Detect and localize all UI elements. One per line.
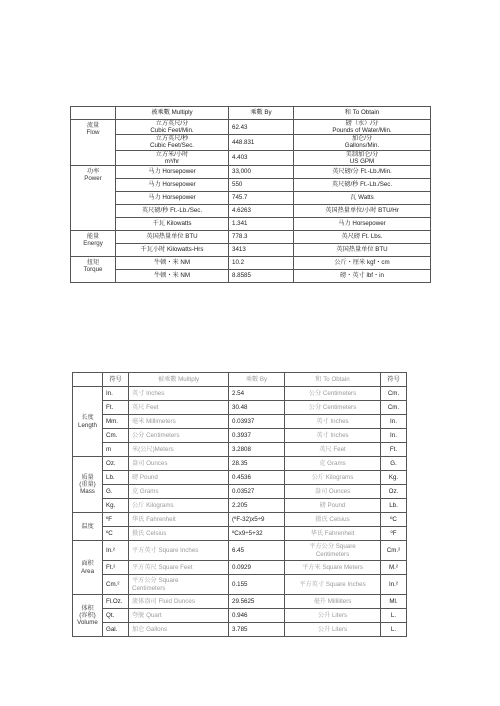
table-row (73, 499, 407, 513)
by-cell: 448.831 (229, 135, 294, 150)
obtain-cell-line: 美制加仑/分 (345, 150, 379, 158)
obtain-cell-line: US GPM (349, 157, 375, 165)
multiply-cell-line: Cubic Feet/Min. (150, 127, 194, 135)
header-cell: 乘數 By (229, 107, 294, 120)
header-cell: 符号 (103, 373, 129, 387)
header-cell: 被乘數 Multiply (116, 107, 229, 120)
multiply-cell: 华氏 Fahrenheit (129, 513, 229, 527)
table-row (73, 471, 407, 485)
table-row (71, 120, 431, 135)
obtain-cell-line: Gallons/Min. (344, 142, 380, 150)
category-cell (73, 387, 103, 457)
symbol-cell: G. (103, 485, 129, 499)
obtain-cell: 公升 Liters (285, 623, 381, 637)
by-cell: 28.35 (229, 457, 285, 471)
multiply-cell (116, 150, 229, 165)
multiply-cell: 毫米 Millimeters (129, 415, 229, 429)
multiply-cell: 千瓦小时 Kilowatts-Hrs (116, 243, 229, 256)
obtain-cell: 马力 Horsepower (294, 217, 431, 230)
obtain-cell: 克 Grams (285, 457, 381, 471)
symbol-cell: In.² (103, 541, 129, 561)
by-cell: 33,000 (229, 165, 294, 178)
obtain-cell (294, 150, 431, 165)
category-cell-line: 温度 (81, 522, 94, 530)
result-symbol-cell: In. (381, 429, 407, 443)
obtain-cell: 公斤・厘米 kgf・cm (294, 256, 431, 269)
by-cell: 778.3 (229, 230, 294, 243)
category-cell-line: Flow (86, 129, 100, 137)
by-cell: 2.205 (229, 499, 285, 513)
table-row (71, 178, 431, 191)
multiply-cell: 公斤 Kilograms (129, 499, 229, 513)
by-cell: 2.54 (229, 387, 285, 401)
result-symbol-cell: Oz. (381, 485, 407, 499)
category-cell-line: 质量 (81, 473, 94, 481)
result-symbol-cell: G. (381, 457, 407, 471)
obtain-cell: 英寸 Inches (285, 429, 381, 443)
symbol-cell: In. (103, 387, 129, 401)
header-cell: 被乘數 Multiply (129, 373, 229, 387)
by-cell: 29.5625 (229, 595, 285, 609)
obtain-cell: 公分 Centimeters (285, 401, 381, 415)
category-cell-line: 体积 (81, 604, 94, 612)
multiply-cell: 盎司 Ounces (129, 457, 229, 471)
table-row (71, 230, 431, 243)
multiply-cell-line: 立方英尺/分 (155, 120, 189, 127)
result-symbol-cell: M.² (381, 561, 407, 575)
result-symbol-cell: Cm.² (381, 541, 407, 561)
by-cell: 1.341 (229, 217, 294, 230)
symbol-cell: ºC (103, 527, 129, 541)
table-row (71, 135, 431, 150)
category-cell-line: (重量) (79, 480, 96, 488)
obtain-cell-line: Pounds of Water/Min. (332, 127, 392, 135)
obtain-cell: 摄氏 Celsius (285, 513, 381, 527)
category-cell (73, 513, 103, 541)
header-cell: 和 To Obtain (294, 107, 431, 120)
multiply-cell: 牛顿・米 NM (116, 256, 229, 269)
category-cell-line: Torque (83, 265, 103, 273)
symbol-cell: Qt. (103, 609, 129, 623)
symbol-cell: Ft. (103, 401, 129, 415)
category-cell-line: 面积 (81, 560, 94, 568)
table-row (73, 527, 407, 541)
symbol-cell: Gal. (103, 623, 129, 637)
table-row (71, 217, 431, 230)
obtain-cell (285, 541, 381, 561)
table-header-row (73, 373, 407, 387)
obtain-cell-line: 加仑/分 (351, 135, 373, 143)
table-row (73, 609, 407, 623)
result-symbol-cell: Ft. (381, 443, 407, 457)
category-cell-line: Length (78, 421, 97, 429)
multiply-cell: 磅 Pound (129, 471, 229, 485)
category-cell-line: 流量 (86, 122, 100, 129)
category-cell (71, 165, 116, 230)
by-cell: 4.6263 (229, 204, 294, 217)
table-header-row (71, 107, 431, 120)
obtain-cell: 英国热量单位/小时 BTU/Hr (294, 204, 431, 217)
multiply-cell-line: 平方公分 Square (132, 577, 179, 585)
conversion-table-flow-power-energy-torque (70, 106, 431, 283)
by-cell: 6.45 (229, 541, 285, 561)
multiply-cell (129, 575, 229, 595)
table-row (71, 256, 431, 269)
obtain-cell: 英尺磅 Ft. Lbs. (294, 230, 431, 243)
multiply-cell: 英尺磅/秒 Ft.-Lb./Sec. (116, 204, 229, 217)
by-cell: ºCx9÷5+32 (229, 527, 285, 541)
obtain-cell: 磅 Pound (285, 499, 381, 513)
table-row (73, 513, 407, 527)
table-row (71, 243, 431, 256)
result-symbol-cell: In. (381, 415, 407, 429)
obtain-cell-line: Centimeters (315, 550, 350, 558)
table-row (73, 415, 407, 429)
multiply-cell: 平方英尺 Square Feet (129, 561, 229, 575)
symbol-cell: Fl.Oz. (103, 595, 129, 609)
table-row (73, 429, 407, 443)
multiply-cell-line: m³/hr (164, 157, 180, 165)
obtain-cell: 磅・英寸 lbf・in (294, 269, 431, 282)
obtain-cell (294, 135, 431, 150)
table-row (73, 541, 407, 561)
by-cell: 0.155 (229, 575, 285, 595)
obtain-cell: 公斤 Kilograms (285, 471, 381, 485)
obtain-cell: 华氏 Fahrenheit (285, 527, 381, 541)
table-row (71, 191, 431, 204)
multiply-cell: 马力 Horsepower (116, 191, 229, 204)
multiply-cell: 公分 Centimeters (129, 429, 229, 443)
category-cell (71, 256, 116, 282)
result-symbol-cell: L. (381, 609, 407, 623)
multiply-cell: 夸脱 Quart (129, 609, 229, 623)
table-row (73, 443, 407, 457)
table-row (73, 575, 407, 595)
by-cell: 0.4536 (229, 471, 285, 485)
multiply-cell: 马力 Horsepower (116, 165, 229, 178)
by-cell: 30.48 (229, 401, 285, 415)
category-cell-line: Mass (80, 488, 95, 496)
header-cell: 和 To Obtain (285, 373, 381, 387)
multiply-cell: 米(公尺)Meters (129, 443, 229, 457)
result-symbol-cell: Kg. (381, 471, 407, 485)
table-row (71, 150, 431, 165)
symbol-cell: Cm. (103, 429, 129, 443)
header-cell: 乘數 By (229, 373, 285, 387)
by-cell: 0.3937 (229, 429, 285, 443)
table-row (73, 485, 407, 499)
by-cell: 0.946 (229, 609, 285, 623)
category-cell-line: 能量 (86, 232, 100, 240)
obtain-cell: 英尺磅/分 Ft.-Lb./Min. (294, 165, 431, 178)
table-row (71, 165, 431, 178)
result-symbol-cell: In.² (381, 575, 407, 595)
obtain-cell: 公升 Liters (285, 609, 381, 623)
category-cell-line: Energy (83, 239, 103, 247)
multiply-cell: 英国热量单位 BTU (116, 230, 229, 243)
by-cell: (ºF-32)x5÷9 (229, 513, 285, 527)
multiply-cell: 流体盎司 Fluid Ounces (129, 595, 229, 609)
result-symbol-cell: Lb. (381, 499, 407, 513)
obtain-cell: 瓦 Watts (294, 191, 431, 204)
by-cell: 3.2808 (229, 443, 285, 457)
result-symbol-cell: ºF (381, 527, 407, 541)
symbol-cell: m (103, 443, 129, 457)
symbol-cell: Kg. (103, 499, 129, 513)
multiply-cell-line: 立方英尺/秒 (155, 135, 189, 143)
obtain-cell (294, 120, 431, 135)
table-row (71, 204, 431, 217)
symbol-cell: Oz. (103, 457, 129, 471)
category-cell-line: (容积) (79, 611, 96, 619)
symbol-cell: Ft.² (103, 561, 129, 575)
header-cell: 符号 (381, 373, 407, 387)
category-cell-line: Power (84, 174, 102, 182)
category-cell (71, 120, 116, 166)
by-cell: 0.03527 (229, 485, 285, 499)
obtain-cell: 英尺 Feet (285, 443, 381, 457)
multiply-cell (116, 135, 229, 150)
category-cell-line: Area (80, 567, 95, 575)
category-cell-line: 功率 (86, 167, 100, 175)
symbol-cell: ºF (103, 513, 129, 527)
category-cell-line: 长度 (81, 414, 94, 422)
table-row (73, 401, 407, 415)
result-symbol-cell: ºC (381, 513, 407, 527)
by-cell: 3.785 (229, 623, 285, 637)
multiply-cell: 加仑 Gallons (129, 623, 229, 637)
by-cell: 0.0929 (229, 561, 285, 575)
conversion-table-length-mass-temperature-area-volume (72, 372, 407, 637)
header-cell (73, 373, 103, 387)
table-row (73, 623, 407, 637)
multiply-cell: 英尺 Feet (129, 401, 229, 415)
result-symbol-cell: L. (381, 623, 407, 637)
by-cell: 8.8585 (229, 269, 294, 282)
symbol-cell: Mm. (103, 415, 129, 429)
multiply-cell-line: 立方米/小时 (155, 150, 189, 158)
by-cell: 4.403 (229, 150, 294, 165)
table-row (73, 595, 407, 609)
by-cell: 0.03937 (229, 415, 285, 429)
result-symbol-cell: Ml. (381, 595, 407, 609)
result-symbol-cell: Cm. (381, 387, 407, 401)
by-cell: 745.7 (229, 191, 294, 204)
by-cell: 10.2 (229, 256, 294, 269)
multiply-cell: 千瓦 Kilowatts (116, 217, 229, 230)
by-cell: 3413 (229, 243, 294, 256)
obtain-cell: 英国热量单位 BTU (294, 243, 431, 256)
multiply-cell-line: Cubic Feet/Sec. (149, 142, 195, 150)
obtain-cell: 平方英寸 Square Inches (285, 575, 381, 595)
category-cell-line: 扭矩 (86, 258, 100, 266)
category-cell-line: Volume (77, 619, 98, 627)
obtain-cell: 盎司 Ounces (285, 485, 381, 499)
multiply-cell-line: Centimeters (132, 584, 166, 592)
category-cell (71, 230, 116, 256)
obtain-cell-line: 磅（水）/分 (345, 120, 379, 127)
table-row (73, 561, 407, 575)
header-cell (71, 107, 116, 120)
category-cell (73, 457, 103, 513)
table-row (71, 269, 431, 282)
table-row (73, 457, 407, 471)
multiply-cell: 牛顿・米 NM (116, 269, 229, 282)
by-cell: 62.43 (229, 120, 294, 135)
obtain-cell-line: 平方公分 Square (309, 543, 356, 551)
multiply-cell: 平方英寸 Square Inches (129, 541, 229, 561)
category-cell (73, 595, 103, 637)
symbol-cell: Cm.² (103, 575, 129, 595)
obtain-cell: 英尺磅/秒 Ft.-Lb./Sec. (294, 178, 431, 191)
multiply-cell: 摄氏 Celsius (129, 527, 229, 541)
by-cell: 550 (229, 178, 294, 191)
multiply-cell: 马力 Horsepower (116, 178, 229, 191)
multiply-cell: 英寸 Inches (129, 387, 229, 401)
obtain-cell: 英寸 Inches (285, 415, 381, 429)
multiply-cell (116, 120, 229, 135)
table-row (73, 387, 407, 401)
obtain-cell: 毫升 Milliliters (285, 595, 381, 609)
category-cell (73, 541, 103, 595)
multiply-cell: 克 Grams (129, 485, 229, 499)
obtain-cell: 公分 Centimeters (285, 387, 381, 401)
symbol-cell: Lb. (103, 471, 129, 485)
result-symbol-cell: Cm. (381, 401, 407, 415)
obtain-cell: 平方米 Square Meters (285, 561, 381, 575)
